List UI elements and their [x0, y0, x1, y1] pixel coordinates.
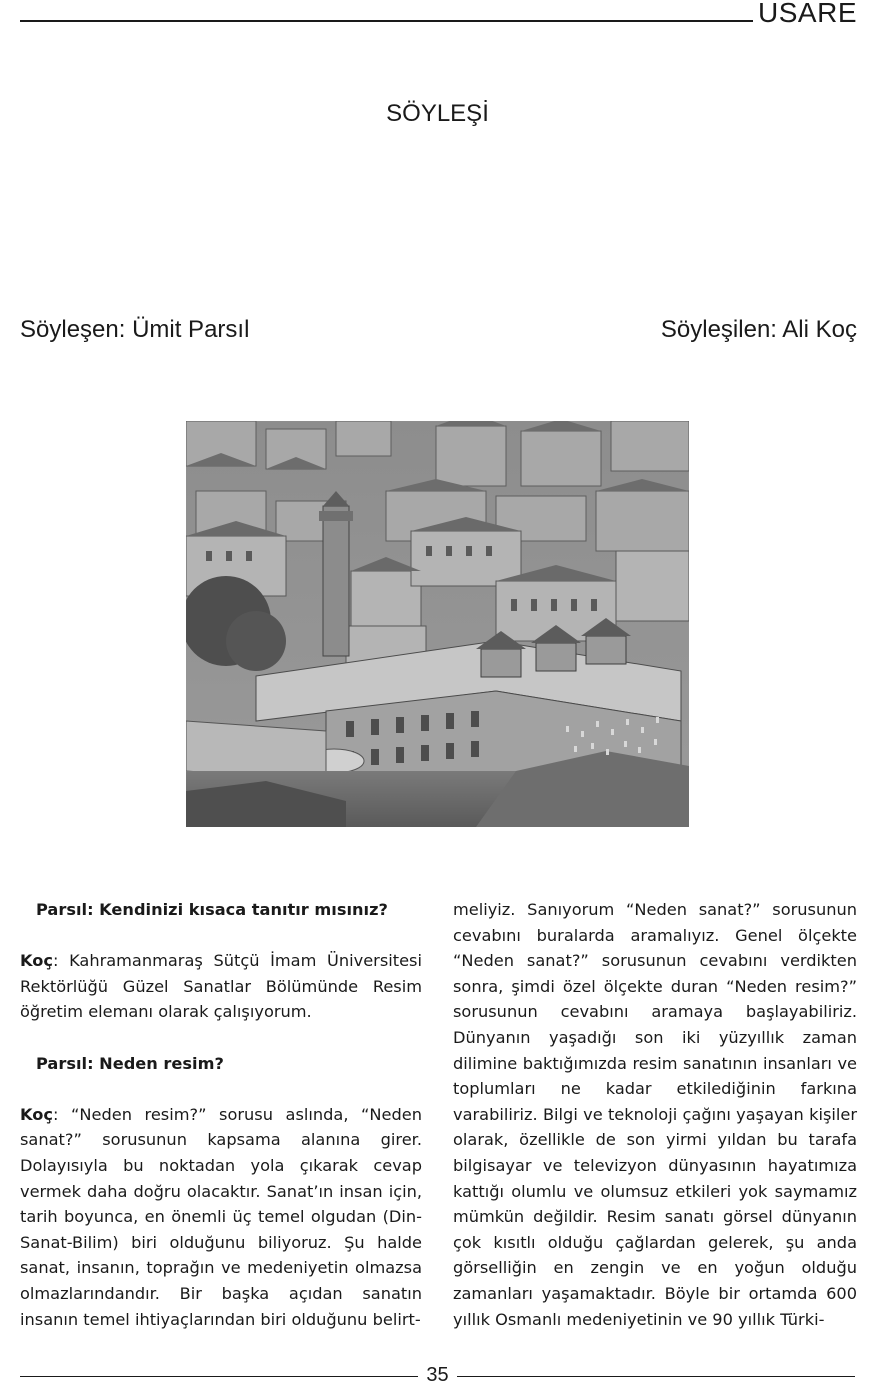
- right-column: [453, 897, 857, 1332]
- question-1: Parsıl: Kendinizi kısaca tanıtır mısınız?: [36, 900, 388, 919]
- footer-rule-right: [457, 1376, 855, 1377]
- section-title: SÖYLEŞİ: [386, 100, 489, 127]
- answer-1: [20, 948, 422, 1025]
- header-rule: [20, 20, 753, 22]
- town-painting-image: [186, 421, 689, 827]
- answer-1-text: : Kahramanmaraş Sütçü İmam Üniversitesi Rektörlüğü Güzel Sanatlar Bölümünde Resim öğretim elemanı olarak çalışıyorum.: [20, 951, 422, 1022]
- interviewer-credit: Söyleşen: Ümit Parsıl: [20, 316, 250, 343]
- answer-2-text: : “Neden resim?” sorusu aslında, “Neden sanat?” sorusunun kapsama alanına girer. Dolayısıyla bu noktadan yola çıkarak cevap vermek daha doğru olacaktır. Sanat’ın insan için, tarih boyunca, en önemli üç temel olgudan (Din-Sanat-Bilim) biri olduğunu biliyoruz. Şu halde sanat, insanın, toprağın ve medeniyetin olmazsa olmazlarındandır. Bir başka açıdan sanatın insanın temel ihtiyaçlarından biri olduğunu belirt-: [20, 1104, 422, 1329]
- journal-name: USARE: [758, 0, 857, 28]
- answer-1-speaker: Koç: [20, 951, 53, 971]
- page-number: 35: [426, 1364, 449, 1386]
- question-2: Parsıl: Neden resim?: [36, 1053, 224, 1073]
- interviewee-credit: Söyleşilen: Ali Koç: [660, 316, 857, 343]
- answer-2: [20, 1102, 422, 1332]
- answer-2-speaker: Koç: [20, 1104, 53, 1124]
- footer-rule-left: [20, 1376, 418, 1377]
- left-column: [20, 897, 422, 1332]
- answer-2-continued: meliyiz. Sanıyorum “Neden sanat?” sorusunun cevabını buralarda aramalıyız. Genel ölçekte “Neden sanat?” sorusunun cevabını verdikten sonra, şimdi özel ölçekte duran “Neden resim?” sorusunun cevabını aramaya başlayabiliriz. Dünyanın yaşadığı son iki yüzyıllık zaman dilimine baktığımızda resim sanatının insanları ve toplumları ne kadar etkilediğinin farkına varabiliriz. Bilgi ve teknoloji çağını yaşayan kişiler olarak, özellikle de son yirmi yıldan bu tarafa bilgisayar ve televizyon dünyasının hayatımıza kattığı olumlu ve olumsuz etkileri yok saymamız mümkün değildir. Resim sanatı görsel dünyanın çok kısıtlı olduğu çağlardan gelerek, şu anda görselliğin en zengin ve en yoğun olduğu zamanları yaşamaktadır. Böyle bir ortamda 600 yıllık Osmanlı medeniyetinin ve 90 yıllık Türki-: [453, 900, 857, 1329]
